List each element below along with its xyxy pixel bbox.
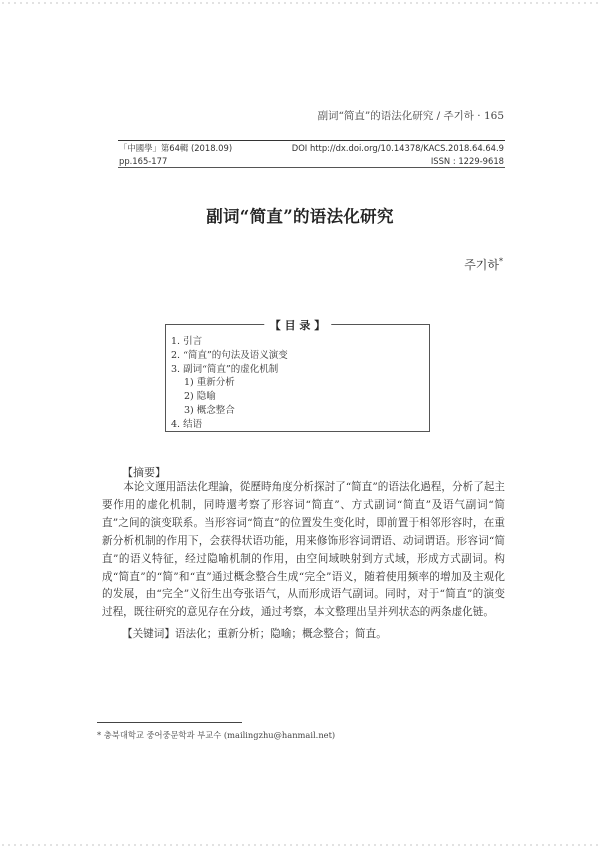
keywords: 【关键词】语法化；重新分析；隐喻；概念整合；简直。: [122, 628, 387, 640]
paper-title: 副词“简直”的语法化研究: [206, 207, 394, 226]
top-dotted-border: [0, 2, 600, 4]
toc-item-introduction: 1. 引言: [171, 336, 203, 347]
publication-info-bottom-rule: [118, 167, 505, 168]
doi-link[interactable]: DOI http://dx.doi.org/10.14378/KACS.2018.64.64.9: [291, 143, 504, 153]
page-range: pp.165-177: [119, 155, 168, 166]
footnote-rule: [97, 722, 242, 723]
bottom-dotted-border: [0, 844, 600, 846]
author-name: 주기하: [464, 258, 499, 272]
running-head: 副词“简直”的语法化研究 / 주기하 · 165: [317, 110, 504, 122]
toc-subitem-metaphor: 2) 隐喻: [184, 391, 216, 403]
journal-issue: 「中國學」第64輯 (2018.09): [119, 143, 233, 153]
abstract-body: 本论文運用語法化理論，從歷時角度分析探討了“简直”的语法化過程，分析了起主要作用的虚化机制，同時還考察了形容词“简直”、方式副词“简直”及语气副词“简直”之间的演变联系。当形容词“简直”的位置发生变化时，即前置于相邻形容时，在重新分析机制的作用下，会获得状语功能，用来修饰形容词谓语、动词谓语。形容词“简直”的语义特征，经过隐喻机制的作用，由空间域映射到方式域，形成方式副词。构成“简直”的“简”和“直”通过概念整合生成“完全”语义，随着使用频率的增加及主观化的发展，由“完全”义衍生出夸张语气，从而形成语气副词。同时，对于“简直”的演变过程，既往研究的意见存在分歧，通过考察，本文整理出呈并列状态的两条虚化链。: [102, 481, 505, 619]
publication-info-box: [118, 140, 505, 168]
toc-item-mechanisms: 3. 副词“简直”的虚化机制: [171, 363, 279, 375]
toc-subitem-conceptual-blending: 3) 概念整合: [184, 404, 235, 416]
author: [464, 256, 503, 273]
toc-list: [171, 335, 288, 432]
abstract-heading: 【摘要】: [122, 466, 166, 479]
table-of-contents: [165, 319, 430, 432]
publication-info-row-1: [118, 141, 505, 155]
toc-heading: 【 目 录 】: [264, 317, 332, 333]
author-footnote-mark: *: [499, 257, 503, 266]
toc-subitem-reanalysis: 1) 重新分析: [184, 377, 235, 389]
toc-item-conclusion: 4. 结语: [171, 418, 203, 430]
author-footnote: * 충북대학교 중어중문학과 부교수 (mailingzhu@hanmail.net): [97, 730, 336, 740]
publication-info-row-2: [118, 155, 505, 168]
issn: ISSN : 1229-9618: [430, 155, 504, 166]
toc-item-syntax-semantics: 2. “简直”的句法及语义演变: [171, 349, 288, 361]
